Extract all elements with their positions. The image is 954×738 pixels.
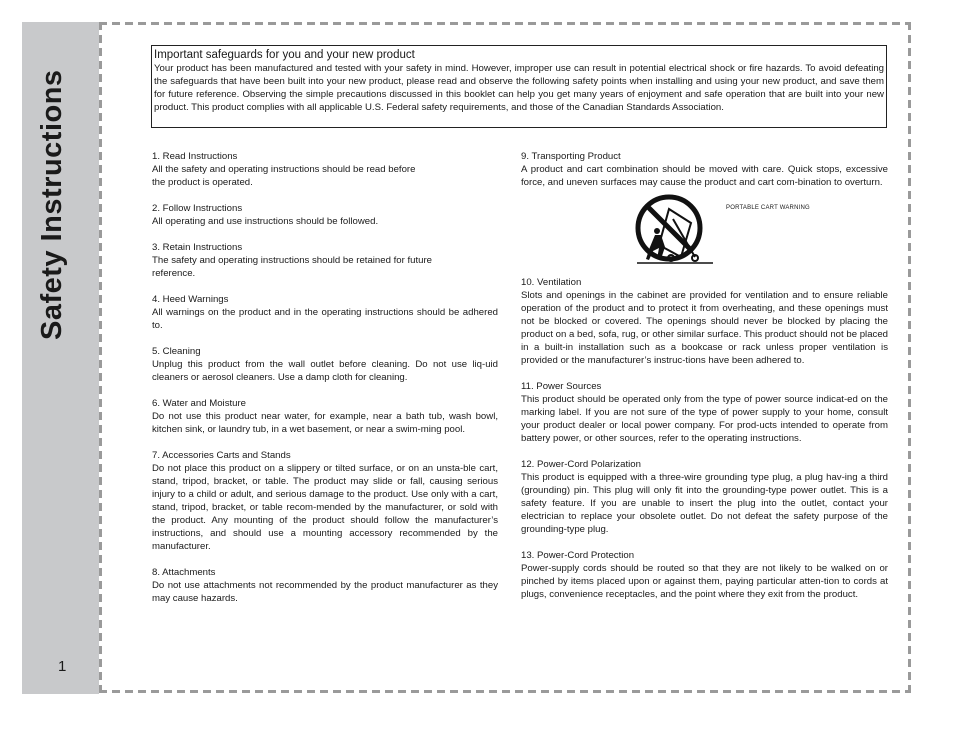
section-body: Slots and openings in the cabinet are provided for ventilation and to ensure reliable operation of the product and to protect it from overheating, and these openings must not be blocked or covered. The openings should never be blocked by placing the product on a bed, sofa, rug, or other similar surface. This product should not be placed in a built-in installation such as a bookcase or rack unless proper ventilation is provided or the manufacturer’s instruc-tions have been adhered to. bbox=[521, 290, 888, 366]
section-body: Power-supply cords should be routed so that they are not likely to be walked on or pinched by items placed upon or against them, paying particular atten-tion to cords at plugs, convenience receptacles, and the point where they exit from the product. bbox=[521, 563, 888, 600]
cart-warning bbox=[521, 189, 888, 272]
section-heading: 9. Transporting Product bbox=[521, 151, 621, 162]
intro-body: Your product has been manufactured and tested with your safety in mind. However, improper use can result in potential electrical shock or fire hazards. To avoid defeating the safeguards that have been built into your new product, please read and observe the following safety points when installing and using your new product, and save them for future reference. Observing the simple precautions discussed in this booklet can help you get many years of enjoyment and safe operation that are built into your new product. This product complies with all applicable U.S. Federal safety requirements, and those of the Canadian Standards Association. bbox=[154, 63, 884, 113]
section-body: This product should be operated only from the type of power source indicat-ed on the marking label. If you are not sure of the type of power supply to your home, consult your product dealer or local power company. For prod-ucts intended to operate from battery power, or other sources, refer to the operating instructions. bbox=[521, 394, 888, 444]
section-body: Do not place this product on a slippery or tilted surface, or on an unsta-ble cart, stand, tripod, bracket, or table. The product may slide or fall, causing serious injury to a child or adult, and serious damage to the product. Use only with a cart, stand, tripod, bracket, or table recom-mended by the manufacturer, or sold with the product. Any mounting of the product should follow the manufacturer’s instructions, and should use a mounting accessory recommended by the manufacturer. bbox=[152, 463, 498, 552]
section-heading: 5. Cleaning bbox=[152, 346, 201, 357]
intro-title: Important safeguards for you and your new product bbox=[154, 49, 415, 61]
section-read-instructions bbox=[152, 150, 498, 189]
section-retain-instructions bbox=[152, 241, 498, 280]
dashed-frame-left bbox=[99, 22, 102, 693]
section-follow-instructions bbox=[152, 202, 498, 228]
section-body: All the safety and operating instructions should be read before the product is operated. bbox=[152, 164, 416, 188]
section-body: Unplug this product from the wall outlet before cleaning. Do not use liq-uid cleaners or aerosol cleaners. Use a damp cloth for cleaning. bbox=[152, 359, 498, 383]
section-accessories bbox=[152, 449, 498, 553]
left-column bbox=[152, 150, 498, 618]
cart-warning-label: PORTABLE CART WARNING bbox=[726, 205, 810, 211]
section-body: Do not use this product near water, for example, near a bath tub, wash bowl, kitchen sink, or laundry tub, in a wet basement, or near a swim-ming pool. bbox=[152, 411, 498, 435]
dashed-frame-top bbox=[99, 22, 911, 25]
section-heading: 7. Accessories Carts and Stands bbox=[152, 450, 291, 461]
section-body: The safety and operating instructions should be retained for future reference. bbox=[152, 255, 432, 279]
section-body: Do not use attachments not recommended by the product manufacturer as they may cause hazards. bbox=[152, 580, 498, 604]
sidebar-title: Safety Instructions bbox=[36, 69, 68, 340]
section-heading: 11. Power Sources bbox=[521, 381, 602, 392]
dashed-frame-bottom bbox=[99, 690, 911, 693]
section-body: All warnings on the product and in the operating instructions should be adhered to. bbox=[152, 307, 498, 331]
section-power-cord-protection bbox=[521, 549, 888, 601]
section-power-sources bbox=[521, 380, 888, 445]
section-water-moisture bbox=[152, 397, 498, 436]
section-body: A product and cart combination should be moved with care. Quick stops, excessive force, and uneven surfaces may cause the product and cart com-bination to overturn. bbox=[521, 164, 888, 188]
section-power-cord-polarization bbox=[521, 458, 888, 536]
page-number: 1 bbox=[58, 658, 67, 675]
section-heading: 2. Follow Instructions bbox=[152, 203, 243, 214]
intro-box bbox=[151, 45, 887, 128]
section-heading: 8. Attachments bbox=[152, 567, 216, 578]
dashed-frame-right bbox=[908, 22, 911, 693]
section-heading: 3. Retain Instructions bbox=[152, 242, 243, 253]
cart-tipping-warning-icon bbox=[635, 191, 715, 271]
section-heading: 13. Power-Cord Protection bbox=[521, 550, 635, 561]
section-body: This product is equipped with a three-wire grounding type plug, a plug hav-ing a third (grounding) pin. This plug will only fit into the grounding-type power outlet. This is a safety feature. If you are unable to insert the plug into the outlet, contact your electrician to replace your obsolete outlet. Do not defeat the safety purpose of the grounding-type plug. bbox=[521, 472, 888, 535]
section-body: All operating and use instructions should be followed. bbox=[152, 216, 379, 227]
right-column bbox=[521, 150, 888, 614]
section-attachments bbox=[152, 566, 498, 605]
section-heading: 12. Power-Cord Polarization bbox=[521, 459, 641, 470]
section-cleaning bbox=[152, 345, 498, 384]
section-heed-warnings bbox=[152, 293, 498, 332]
section-ventilation bbox=[521, 276, 888, 367]
section-heading: 4. Heed Warnings bbox=[152, 294, 229, 305]
section-heading: 10. Ventilation bbox=[521, 277, 582, 288]
section-heading: 1. Read Instructions bbox=[152, 151, 238, 162]
section-transporting bbox=[521, 150, 888, 189]
section-heading: 6. Water and Moisture bbox=[152, 398, 247, 409]
